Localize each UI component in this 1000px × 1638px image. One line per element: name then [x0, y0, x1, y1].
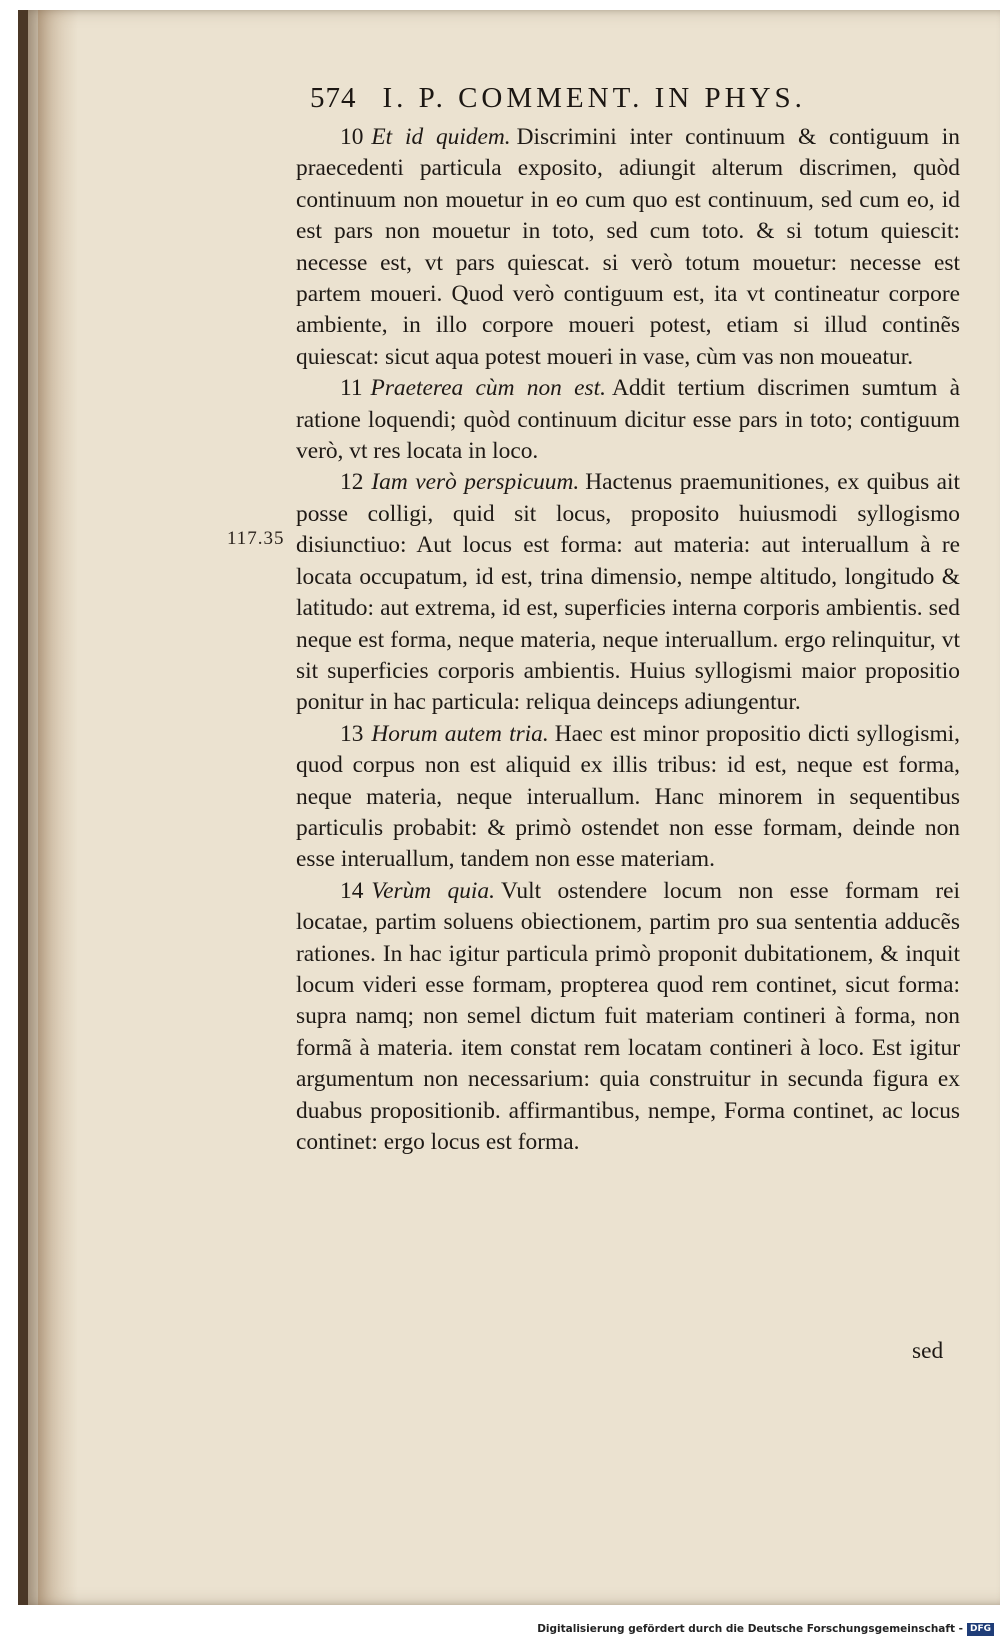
paragraph-number: 14 — [340, 877, 364, 904]
paragraph-number: 11 — [340, 375, 363, 402]
paragraph-14 — [296, 876, 960, 1159]
lemma: Praeterea cùm non est. — [370, 375, 606, 402]
paragraph-12 — [296, 467, 960, 718]
catchword: sed — [912, 1338, 944, 1364]
paragraph-text: Haec est minor propositio dicti syllogismi, quod corpus non est aliquid ex illis tribus: id est, neque est forma, neque materia, neque interuallum. Hanc minorem in sequentibus particulis probabit: & primò ostendet non esse formam, deinde non esse interuallum, tandem non esse materiam. — [296, 720, 960, 873]
paragraph-number: 10 — [340, 124, 364, 150]
lemma: Et id quidem. — [371, 124, 511, 150]
paragraph-text: Vult ostendere locum non esse formam rei locatae, partim soluens obiectionem, partim pro sua sententia adducẽs rationes. In hac igitur particula primò proponit dubitationem, & inquit locum videri esse formam, propterea quod rem continet, sicut forma: supra namq; non semel dictum fuit materiam contineri à forma, non formã à materia. item constat rem locatam contineri à loco. Est igitur argumentum non necessarium: quia construitur in secunda figura ex duabus propositionib. affirmantibus, nempe, Forma continet, ac locus continet: ergo locus est forma. — [296, 877, 961, 1155]
page-gutter-shadow — [38, 10, 78, 1605]
margin-reference: 117.35 — [227, 528, 285, 549]
commentary-body — [296, 122, 960, 1158]
page-number: 574 — [310, 82, 357, 114]
credit-text: Digitalisierung gefördert durch die Deutsche Forschungsgemeinschaft - — [537, 1623, 963, 1635]
lemma: Verùm quia. — [371, 877, 495, 904]
lemma: Iam verò perspicuum. — [371, 469, 580, 496]
paragraph-text: Hactenus praemunitiones, ex quibus ait posse colligi, quid sit locus, proposito huiusmodi syllogismo disiunctiuo: Aut locus est forma: aut materia: aut interuallum à re locata occupatum, id est, trina dimensio, nempe altitudo, longitudo & latitudo: aut extrema, id est, superficies interna corporis ambientis. sed neque est forma, neque materia, neque interuallum. ergo relinquitur, vt sit superficies corporis ambientis. Huius syllogismi maior propositio ponitur in hac particula: reliqua deinceps adiungentur. — [296, 469, 961, 716]
digitization-credit — [537, 1622, 994, 1636]
dfg-logo-icon: DFG — [967, 1623, 994, 1636]
lemma: Horum autem tria. — [371, 720, 549, 747]
running-header — [310, 82, 910, 115]
running-title: I. P. COMMENT. IN PHYS. — [382, 82, 806, 114]
paragraph-text: Addit tertium discrimen sumtum à ratione loquendi; quòd continuum dicitur esse pars in toto; contiguum verò, vt res locata in loco. — [296, 375, 960, 465]
paragraph-10 — [296, 122, 960, 373]
paragraph-13 — [296, 719, 960, 876]
paragraph-text: Discrimini inter continuum & contiguum in praecedenti particula exposito, adiungit alterum discrimen, quòd continuum non mouetur in eo cum quo est continuum, sed cum eo, id est pars non mouetur in toto, sed cum toto. & si totum quiescit: necesse est, vt pars quiescat. si verò totum mouetur: necesse est partem moueri. Quod verò contiguum est, ita vt contineatur corpore ambiente, in illo corpore moueri potest, etiam si illud continẽs quiescat: sicut aqua potest moueri in vase, cùm vas non moueatur. — [296, 124, 960, 370]
paragraph-number: 12 — [340, 469, 364, 496]
paragraph-11 — [296, 373, 960, 467]
paragraph-number: 13 — [340, 720, 364, 747]
